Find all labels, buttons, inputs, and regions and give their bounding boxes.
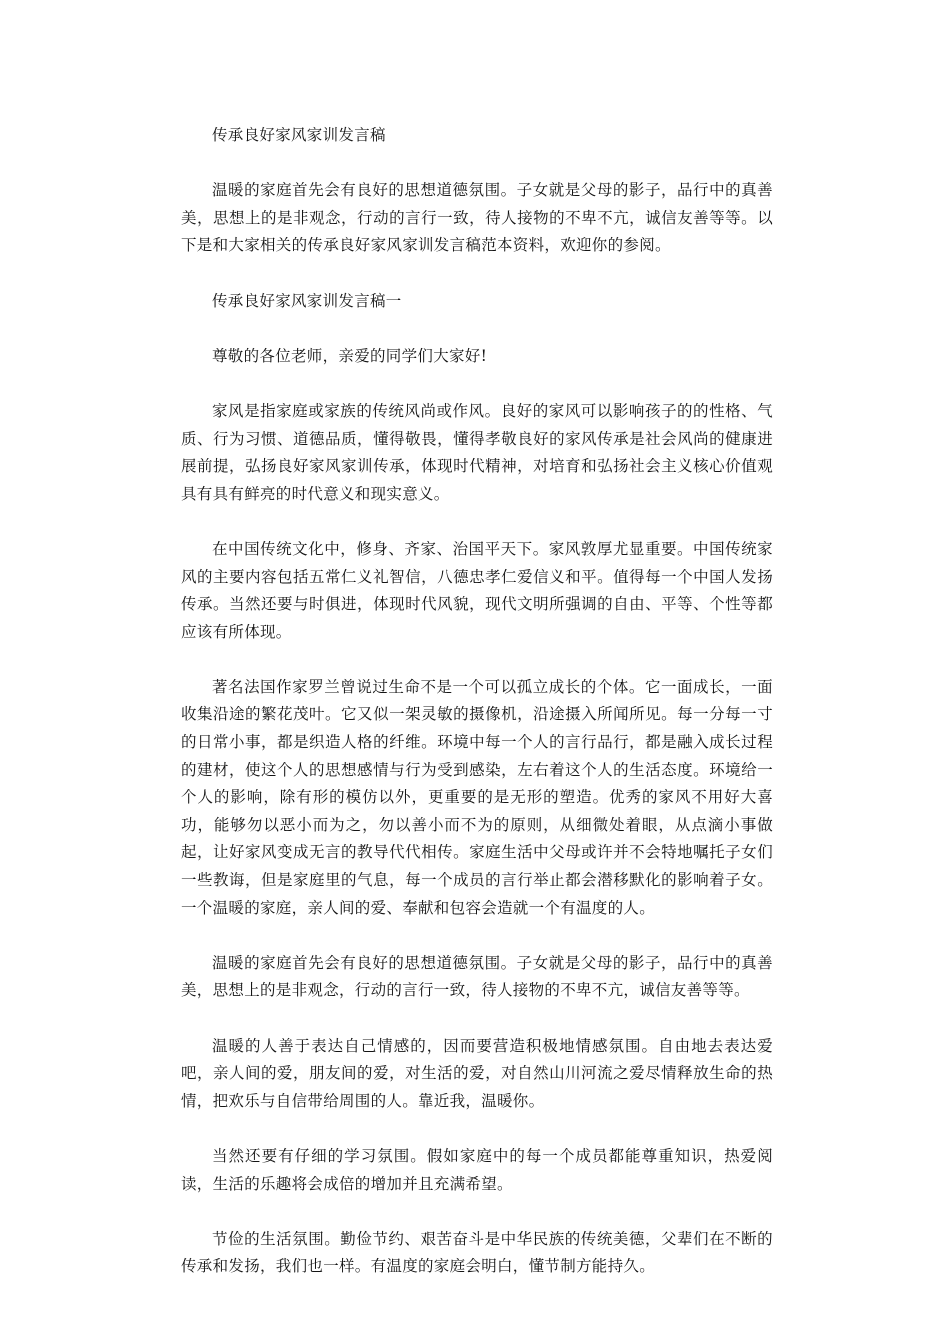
document-title: 传承良好家风家训发言稿 — [212, 126, 386, 144]
body-paragraph: 节俭的生活氛围。勤俭节约、艰苦奋斗是中华民族的传统美德，父辈们在不断的传承和发扬，我们也一样。有温度的家庭会明白，懂节制方能持久。 — [181, 1229, 773, 1276]
body-paragraph: 在中国传统文化中，修身、齐家、治国平天下。家风敦厚尤显重要。中国传统家风的主要内容包括五常仁义礼智信，八德忠孝仁爱信义和平。值得每一个中国人发扬传承。当然还要与时俱进，体现时代风貌，现代文明所强调的自由、平等、个性等都应该有所体现。 — [181, 539, 773, 641]
body-paragraph: 家风是指家庭或家族的传统风尚或作风。良好的家风可以影响孩子的的性格、气质、行为习惯、道德品质，懂得敬畏，懂得孝敬良好的家风传承是社会风尚的健康进展前提，弘扬良好家风家训传承，体现时代精神，对培育和弘扬社会主义核心价值观具有具有鲜亮的时代意义和现实意义。 — [181, 401, 773, 503]
document-body — [181, 122, 773, 1309]
body-paragraph: 著名法国作家罗兰曾说过生命不是一个可以孤立成长的个体。它一面成长，一面收集沿途的繁花茂叶。它又似一架灵敏的摄像机，沿途摄入所闻所见。每一分每一寸的日常小事，都是织造人格的纤维。环境中每一个人的言行品行，都是融入成长过程的建材，使这个人的思想感情与行为受到感染，左右着这个人的生活态度。环境给一个人的影响，除有形的模仿以外，更重要的是无形的塑造。优秀的家风不用好大喜功，能够勿以恶小而为之，勿以善小而不为的原则，从细微处着眼，从点滴小事做起，让好家风变成无言的教导代代相传。家庭生活中父母或许并不会特地嘱托子女们一些教诲，但是家庭里的气息，每一个成员的言行举止都会潜移默化的影响着子女。一个温暖的家庭，亲人间的爱、奉献和包容会造就一个有温度的人。 — [181, 677, 773, 917]
intro-paragraph: 温暖的家庭首先会有良好的思想道德氛围。子女就是父母的影子，品行中的真善美，思想上的是非观念，行动的言行一致，待人接物的不卑不亢，诚信友善等等。以下是和大家相关的传承良好家风家训发言稿范本资料，欢迎你的参阅。 — [181, 181, 773, 255]
body-paragraph: 温暖的人善于表达自己情感的，因而要营造积极地情感氛围。自由地去表达爱吧，亲人间的爱，朋友间的爱，对生活的爱，对自然山川河流之爱尽情释放生命的热情，把欢乐与自信带给周围的人。靠近我，温暖你。 — [181, 1036, 773, 1110]
body-paragraph: 当然还要有仔细的学习氛围。假如家庭中的每一个成员都能尊重知识，热爱阅读，生活的乐趣将会成倍的增加并且充满希望。 — [181, 1146, 773, 1193]
body-paragraph: 温暖的家庭首先会有良好的思想道德氛围。子女就是父母的影子，品行中的真善美，思想上的是非观念，行动的言行一致，待人接物的不卑不亢，诚信友善等等。 — [181, 953, 773, 1000]
section-heading: 传承良好家风家训发言稿一 — [212, 291, 402, 310]
greeting-paragraph: 尊敬的各位老师，亲爱的同学们大家好! — [212, 346, 488, 365]
